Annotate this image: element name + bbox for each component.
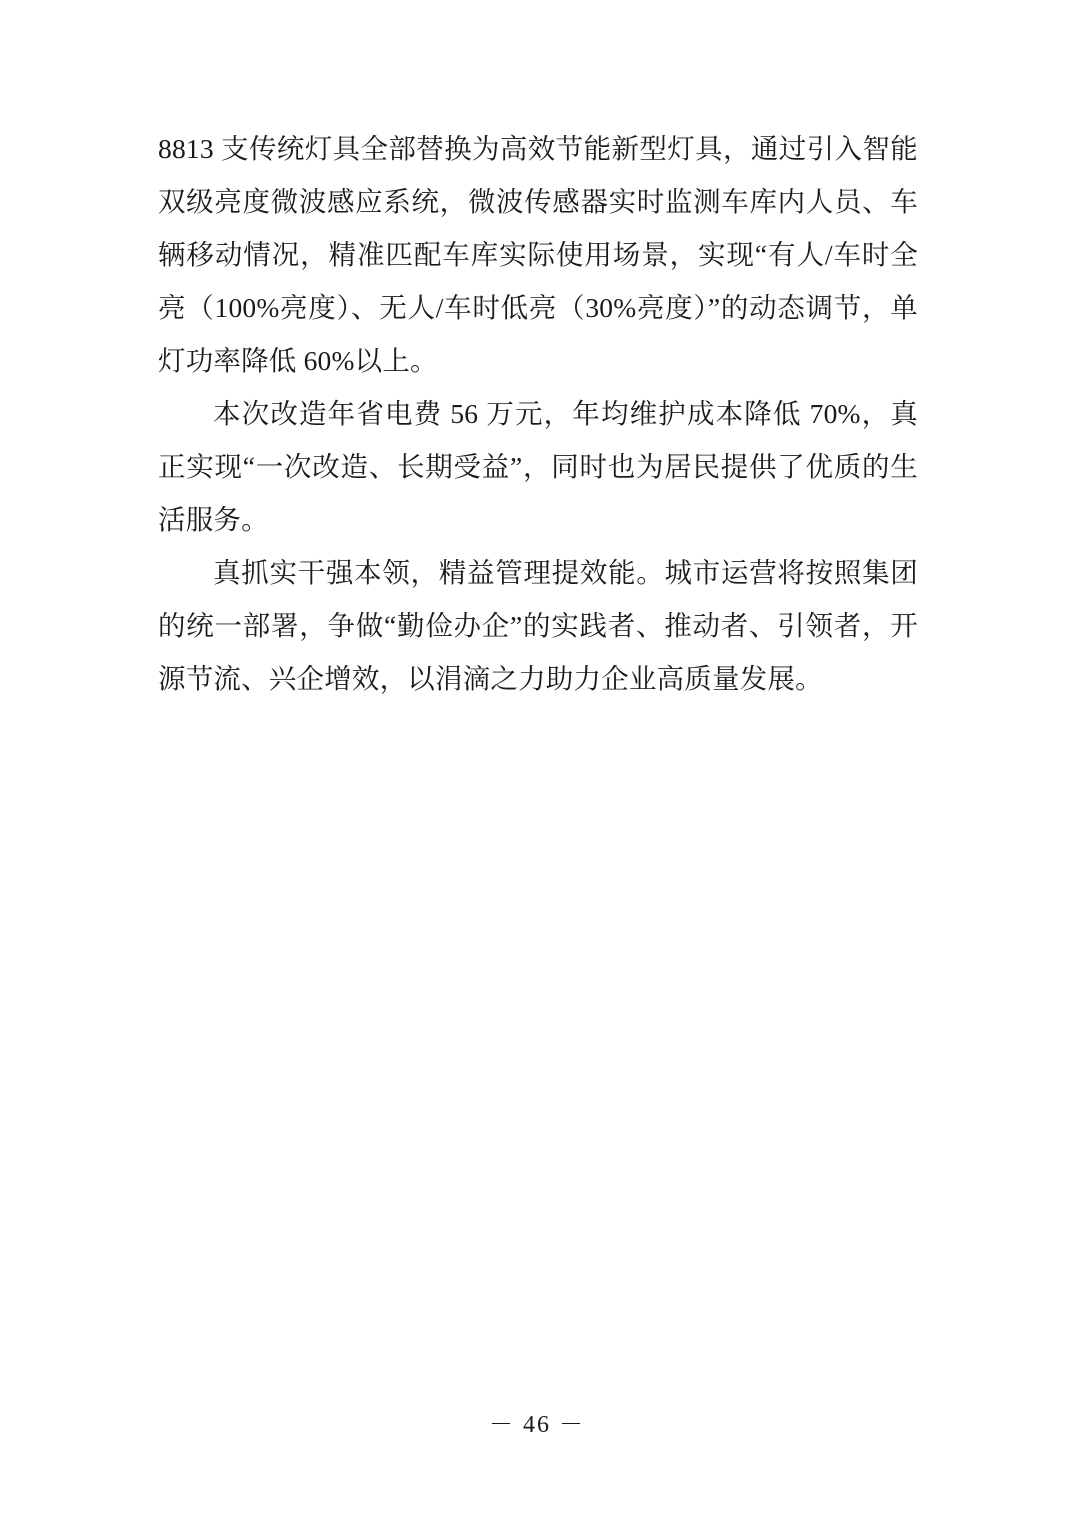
paragraph-3: 真抓实干强本领，精益管理提效能。城市运营将按照集团的统一部署，争做“勤俭办企”的实践者、推动者、引领者，开源节流、兴企增效，以涓滴之力助力企业高质量发展。 bbox=[158, 557, 918, 694]
document-body bbox=[158, 122, 918, 705]
paragraph-1: 8813 支传统灯具全部替换为高效节能新型灯具，通过引入智能双级亮度微波感应系统，微波传感器实时监测车库内人员、车辆移动情况，精准匹配车库实际使用场景，实现“有人/车时全亮（100%亮度）、无人/车时低亮（30%亮度）”的动态调节，单灯功率降低 60%以上。 bbox=[158, 133, 918, 376]
page-number: － 46 － bbox=[489, 1412, 585, 1438]
paragraph-2: 本次改造年省电费 56 万元，年均维护成本降低 70%，真正实现“一次改造、长期受益”，同时也为居民提供了优质的生活服务。 bbox=[158, 398, 918, 535]
